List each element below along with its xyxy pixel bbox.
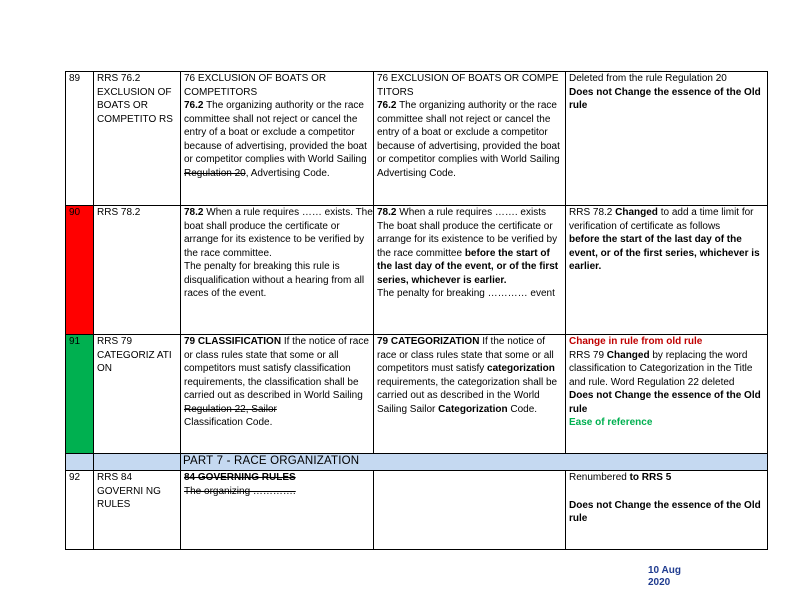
- old-rule-text: The organizing ………….: [184, 485, 296, 497]
- old-rule-penalty: The penalty for breaking this rule is disqualification without a hearing from all races of the event.: [184, 261, 365, 299]
- comment-text: Deleted from the rule Regulation 20: [569, 73, 727, 84]
- new-rule-bold: categorization: [487, 363, 555, 374]
- new-rule-bold: before the start of the last day of the event, or of the first series, whichever is earlier.: [377, 247, 559, 286]
- section-spacer: [94, 454, 181, 471]
- old-rule-cell: [181, 206, 374, 335]
- comment-cell: [566, 335, 768, 454]
- comment-heading: Change in rule from old rule: [569, 336, 703, 347]
- comment-text: to add a time limit for verification of certificate as follows: [569, 207, 754, 232]
- old-rule-cell: [181, 471, 374, 550]
- footer-date-line: 10 Aug: [648, 565, 681, 576]
- section-title: PART 7 - RACE ORGANIZATION: [181, 454, 768, 471]
- comment-text: RRS 78.2: [569, 207, 613, 218]
- old-rule-title: 76 EXCLUSION OF BOATS OR COMPETITORS: [184, 73, 327, 98]
- comment-bold: Changed: [606, 349, 650, 361]
- comment-bold: Does not Change the essence of the Old rule: [569, 499, 761, 524]
- comment-text: Renumbered: [569, 472, 627, 483]
- comment-bold: Does not Change the essence of the Old rule: [569, 86, 761, 111]
- old-rule-tail: , Advertising Code.: [245, 167, 330, 179]
- new-rule-cell: [374, 471, 566, 550]
- comment-bold: Does not Change the essence of the Old rule: [569, 390, 761, 415]
- new-rule-text: The organizing authority or the race committee shall not reject or cancel the entry of a boat or exclude a competitor because of advertising, provided the boat or competitor complies with World Sailing Advertising Code.: [377, 100, 560, 179]
- comment-cell: [566, 206, 768, 335]
- rule-ref: RRS 78.2: [94, 206, 181, 335]
- new-rule-penalty: The penalty for breaking ………… event: [377, 288, 555, 299]
- new-rule-title: 79 CATEGORIZATION: [377, 336, 480, 347]
- new-rule-ref: 76.2: [377, 100, 397, 111]
- old-rule-cell: [181, 72, 374, 206]
- new-rule-text: When a rule requires ……. exists The boat shall produce the certificate or arrange for its existence to be verified by the race committee: [377, 207, 558, 259]
- rule-ref: RRS 76.2 EXCLUSION OF BOATS OR COMPETITO RS: [94, 72, 181, 206]
- old-rule-ref: 76.2: [184, 100, 204, 111]
- comment-cell: [566, 471, 768, 550]
- comment-bold: Changed: [615, 207, 658, 218]
- old-rule-strike: Regulation 22, Sailor: [184, 403, 277, 415]
- comment-bold: to RRS 5: [629, 472, 672, 483]
- table-row: [66, 335, 768, 454]
- table-row: [66, 206, 768, 335]
- comment-text: RRS 79: [569, 349, 605, 361]
- comment-bold: before the start of the last day of the event, or of the first series, whichever is earlier.: [569, 234, 760, 272]
- new-rule-text: requirements, the categorization shall be carried out as described in the World Sailing Sailor: [377, 376, 558, 415]
- table-row: [66, 72, 768, 206]
- comment-green: Ease of reference: [569, 417, 653, 428]
- old-rule-title: 84 GOVERNING RULES: [184, 472, 296, 483]
- section-spacer: [66, 454, 94, 471]
- old-rule-text: If the notice of race or class rules state that some or all competitors must satisfy classification requirements, the classification shall be carried out as described in World Sailing: [184, 336, 369, 401]
- old-rule-text: The organizing authority or the race committee shall not reject or cancel the entry of a boat or exclude a competitor because of advertising, provided the boat or competitor complies with World Sailing: [184, 100, 367, 165]
- row-number: 89: [66, 72, 94, 206]
- new-rule-text: If the notice of race or class rules state that some or all competitors must satisfy: [377, 336, 554, 374]
- new-rule-cell: [374, 206, 566, 335]
- old-rule-cell: [181, 335, 374, 454]
- comment-text: by replacing the word classification to Categorization in the Title and rule. Word Regulation 22 deleted: [569, 349, 753, 388]
- new-rule-tail: Code.: [510, 403, 538, 415]
- rule-ref: RRS 84 GOVERNI NG RULES: [94, 471, 181, 550]
- section-row: [66, 454, 768, 471]
- footer-date-year: 2020: [648, 577, 671, 588]
- rules-comparison-table: [65, 71, 768, 550]
- old-rule-ref: 78.2: [184, 207, 204, 218]
- old-rule-strike: Regulation 20: [184, 167, 246, 179]
- table-row: [66, 471, 768, 550]
- old-rule-tail: Classification Code.: [184, 417, 273, 428]
- comment-cell: [566, 72, 768, 206]
- row-number: 92: [66, 471, 94, 550]
- old-rule-text: When a rule requires …… exists. The boat shall produce the certificate or arrange for its existence to be verified by the race committee.: [184, 207, 373, 259]
- new-rule-ref: 78.2: [377, 207, 397, 218]
- new-rule-bold: Categorization: [438, 403, 508, 415]
- rule-ref: RRS 79 CATEGORIZ ATI ON: [94, 335, 181, 454]
- new-rule-cell: [374, 72, 566, 206]
- new-rule-cell: [374, 335, 566, 454]
- row-number: 91: [66, 335, 94, 454]
- footer-date: [648, 565, 681, 589]
- new-rule-title: 76 EXCLUSION OF BOATS OR COMPE TITORS: [377, 73, 559, 98]
- old-rule-title: 79 CLASSIFICATION: [184, 336, 282, 347]
- row-number: 90: [66, 206, 94, 335]
- comment-gap: [569, 485, 767, 499]
